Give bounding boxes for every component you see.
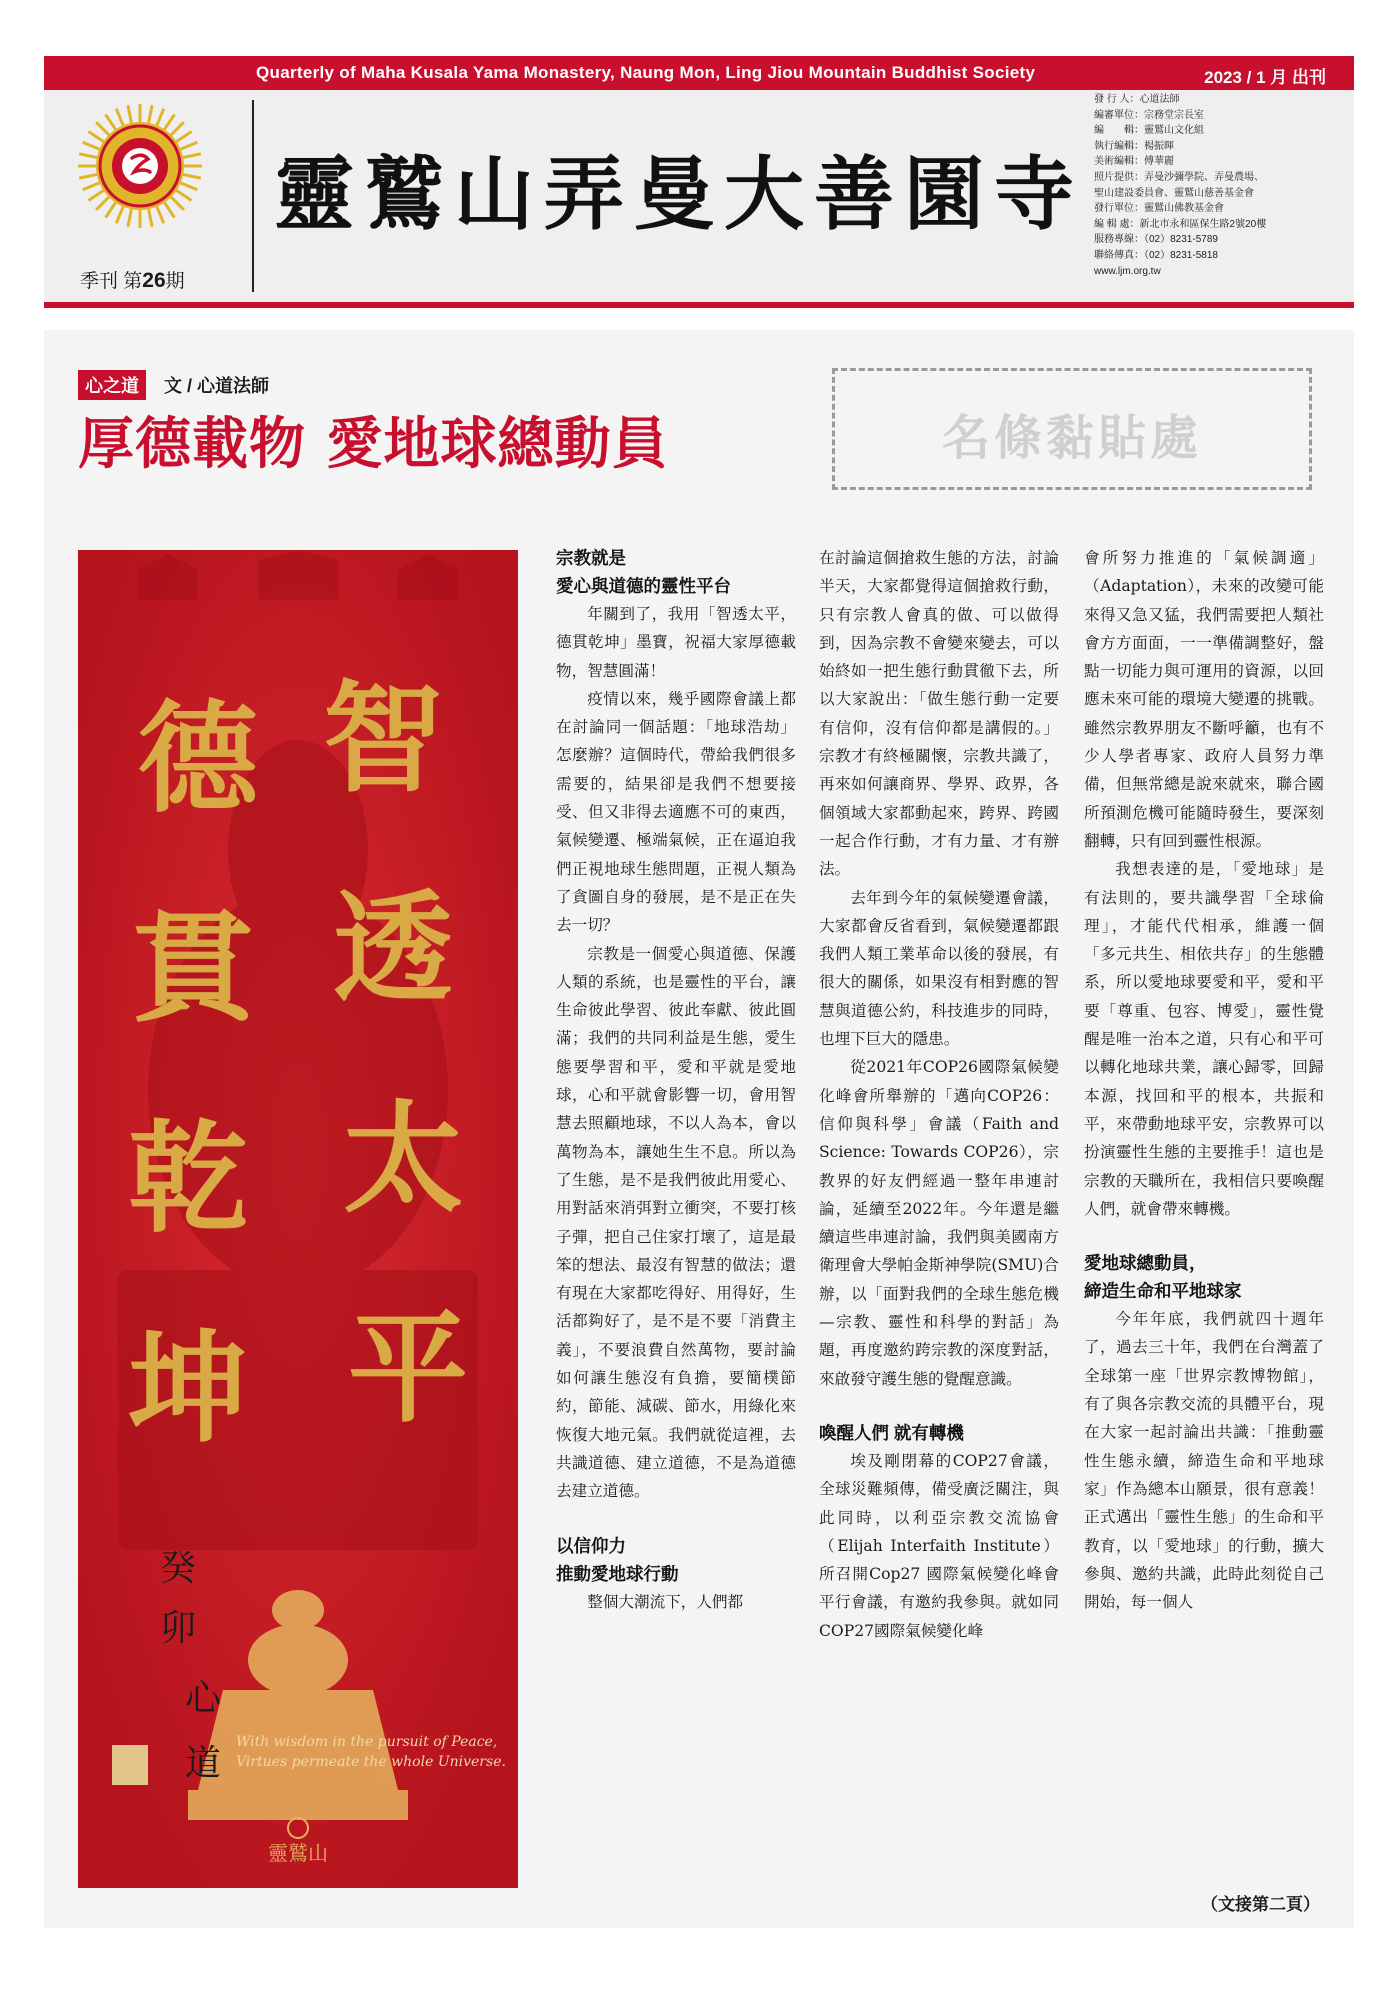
newspaper-title: 靈鷲山弄曼大善園寺 xyxy=(274,147,1084,241)
issue-number-label: 季刊 第26期 xyxy=(80,269,185,292)
colophon-line: 執行編輯：楊振暉 xyxy=(1094,140,1174,152)
mailing-label-placeholder: 名條黏貼處 xyxy=(941,410,1202,466)
colophon-line: 發 行 人：心道法師 xyxy=(1094,94,1180,105)
calligraphy-character: 貫 xyxy=(133,898,253,1039)
subheading: 宗教就是 xyxy=(556,548,626,568)
paragraph: 我想表達的是，「愛地球」是有法則的，要共識學習「全球倫理」，才能代代相承，維護一個「多元共生、相依共存」的生態體系，所以愛地球要愛和平，愛和平要「尊重、包容、博愛」，靈性覺醒是唯一治本之道，只有心和平可以轉化地球共業，讓心歸零，回歸本源，找回和平的根本，共振和平，來帶動地球平安，宗教界可以扮演靈性生態的主要推手！這也是宗教的天職所在，我相信只要喚醒人們，就會帶來轉機。 xyxy=(1084,860,1324,1218)
subheading: 以信仰力 xyxy=(556,1535,626,1556)
paragraph: 整個大潮流下，人們都 xyxy=(587,1592,744,1611)
calligraphy-banner xyxy=(78,550,518,1888)
text-column-1 xyxy=(556,544,796,1616)
subheading: 締造生命和平地球家 xyxy=(1084,1281,1242,1302)
paragraph: 在討論這個搶救生態的方法，討論半天，大家都覺得這個搶救行動，只有宗教人會真的做、可以做得到，因為宗教不會變來變去，可以始終如一把生態行動貫徹下去，所以大家說出：「做生態行動一定要有信仰，沒有信仰都是講假的。」宗教才有終極關懷，宗教共識了，再來如何讓商界、學界、政界，各個領域大家都動起來，跨界、跨國一起合作行動，才有力量、才有辦法。 xyxy=(819,549,1059,879)
issue-date: 2023 / 1 月 出刊 xyxy=(1204,68,1326,87)
paragraph: 年關到了，我用「智透太平，德貫乾坤」墨寶，祝福大家厚德載物，智慧圓滿！ xyxy=(556,605,796,680)
masthead-divider xyxy=(252,100,254,292)
text-column-2 xyxy=(819,544,1059,1645)
website-url: www.ljm.org.tw xyxy=(1094,265,1161,277)
paragraph: 宗教是一個愛心與道德、保護人類的系統，也是靈性的平台，讓生命彼此學習、彼此奉獻、彼此圓滿；我們的共同利益是生態，愛生態要學習和平，愛和平就是愛地球，心和平就會影響一切，會用智慧去照顧地球，不以人為本，會以萬物為本，讓她生生不息。所以為了生態，是不是我們彼此用愛心、用對話來消弭對立衝突，不要打核子彈，把自己住家打壞了，這是最笨的想法、最沒有智慧的做法；還有現在大家都吃得好、用得好，生活都夠好了，是不是不要「消費主義」，不要浪費自然萬物，要討論如何讓生態沒有負擔，要簡樸節約，節能、減碳、節水，用綠化來恢復大地元氣。我們就從這裡，去共識道德、建立道德，不是為道德去建立道德。 xyxy=(556,944,796,1501)
paragraph: 從2021年COP26國際氣候變化峰會所舉辦的「邁向COP26：信仰與科學」會議（Faith and Science: Towards COP26），宗教界的好友們經過一整年串連討論，延續至2022年。今年還是繼續這些串連討論，我們與美國南方衛理會大學帕金斯神學院(SMU)合辦，以「面對我們的全球生態危機—宗教、靈性和科學的對話」為題，再度邀約跨宗教的深度對話，來啟發守護生態的覺醒意識。 xyxy=(819,1058,1059,1388)
colophon-line: 服務專線：（02）8231-5789 xyxy=(1094,234,1218,246)
calligraphy-character: 太 xyxy=(343,1088,463,1229)
english-caption: Virtues permeate the whole Universe. xyxy=(236,1754,506,1770)
calligraphy-character: 乾 xyxy=(128,1108,248,1249)
subheading: 推動愛地球行動 xyxy=(556,1563,679,1584)
colophon-line: 編 輯 處：新北市永和區保生路2號20樓 xyxy=(1094,218,1267,230)
masthead xyxy=(44,90,1354,302)
colophon-line: 發行單位：靈鷲山佛教基金會 xyxy=(1094,203,1224,215)
paragraph: 埃及剛閉幕的COP27會議，全球災難頻傳，備受廣泛關注，與此同時，以利亞宗教交流協會（Elijah Interfaith Institute）所召開Cop27 國際氣候變化峰會平行會議，有邀約我參與。就如同COP27國際氣候變化峰 xyxy=(819,1451,1059,1640)
paragraph: 今年年底，我們就四十週年了，過去三十年，我們在台灣蓋了全球第一座「世界宗教博物館」，有了與各宗教交流的具體平台，現在大家一起討論出共識：「推動靈性生態永續，締造生命和平地球家」作為總本山願景，很有意義！正式邁出「靈性生態」的生命和平教育，以「愛地球」的行動，擴大參與、邀約共識，此時此刻從自己開始，每一個人 xyxy=(1084,1310,1324,1612)
colophon-line: 編審單位：宗務堂宗長室 xyxy=(1094,109,1204,121)
signature-character: 心 xyxy=(184,1678,222,1719)
calligraphy-character: 透 xyxy=(333,878,453,1019)
signature-character: 卯 xyxy=(159,1608,197,1649)
calligraphy-character: 德 xyxy=(138,688,258,829)
section-tag: 心之道 xyxy=(78,370,146,400)
paragraph: 會所努力推進的「氣候調適」（Adaptation），未來的改變可能來得又急又猛，我們需要把人類社會方方面面，一一準備調整好，盤點一切能力與可運用的資源，以回應未來可能的環境大變遷的挑戰。雖然宗教界朋友不斷呼籲，也有不少人學者專家、政府人員努力準備，但無常總是說來就來，聯合國所預測危機可能隨時發生，要深刻翻轉，只有回到靈性根源。 xyxy=(1084,549,1324,850)
calligraphy-character: 平 xyxy=(348,1298,468,1439)
english-caption: With wisdom in the pursuit of Peace, xyxy=(236,1734,498,1750)
issue-number: 26 xyxy=(142,269,166,292)
subheading: 愛地球總動員， xyxy=(1084,1253,1207,1274)
seal-stamp-icon xyxy=(112,1745,148,1785)
paragraph: 去年到今年的氣候變遷會議，大家都會反省看到，氣候變遷都跟我們人類工業革命以後的發展，有很大的關係，如果沒有相對應的智慧與道德公約，科技進步的同時，也埋下巨大的隱患。 xyxy=(819,888,1059,1049)
colophon-line: 聯絡傳真：（02）8231-5818 xyxy=(1094,249,1218,261)
calligraphy-character: 智 xyxy=(323,668,443,809)
colophon xyxy=(1094,92,1344,279)
masthead-rule xyxy=(44,302,1354,308)
text-column-3 xyxy=(1084,544,1324,1616)
monastery-seal-icon xyxy=(76,102,204,230)
colophon-line: 照片提供：弄曼沙彌學院、弄曼農場、 xyxy=(1094,171,1264,183)
signature-character: 道 xyxy=(184,1743,222,1784)
article-area xyxy=(44,330,1354,1928)
signature-character: 癸 xyxy=(159,1548,197,1589)
continued-note: （文接第二頁） xyxy=(1201,1895,1320,1914)
colophon-line: 聖山建設委員會、靈鷲山慈善基金會 xyxy=(1094,187,1254,199)
banner-logo-text: 靈鷲山 xyxy=(268,1841,328,1865)
subheading: 喚醒人們 就有轉機 xyxy=(819,1422,964,1443)
headline: 厚德載物 愛地球總動員 xyxy=(78,411,669,477)
colophon-line: 編 輯：靈鷲山文化組 xyxy=(1094,125,1204,137)
paragraph: 疫情以來，幾乎國際會議上都在討論同一個話題：「地球浩劫」怎麼辦？這個時代，帶給我們很多需要的，結果卻是我們不想要接受、但又非得去適應不可的東西，氣候變遷、極端氣候，正在逼迫我們正視地球生態問題，正視人類為了貪圖自身的發展，是不是正在失去一切？ xyxy=(556,689,796,935)
subheading: 愛心與道德的靈性平台 xyxy=(556,576,731,596)
colophon-line: 美術編輯：傅華麗 xyxy=(1094,156,1174,168)
top-banner xyxy=(44,56,1354,90)
publication-tagline: Quarterly of Maha Kusala Yama Monastery, Naung Mon, Ling Jiou Mountain Buddhist Society xyxy=(256,63,1036,82)
byline: 文 / 心道法師 xyxy=(164,376,270,396)
mailing-label-box xyxy=(832,368,1312,490)
calligraphy-character: 坤 xyxy=(128,1318,248,1459)
